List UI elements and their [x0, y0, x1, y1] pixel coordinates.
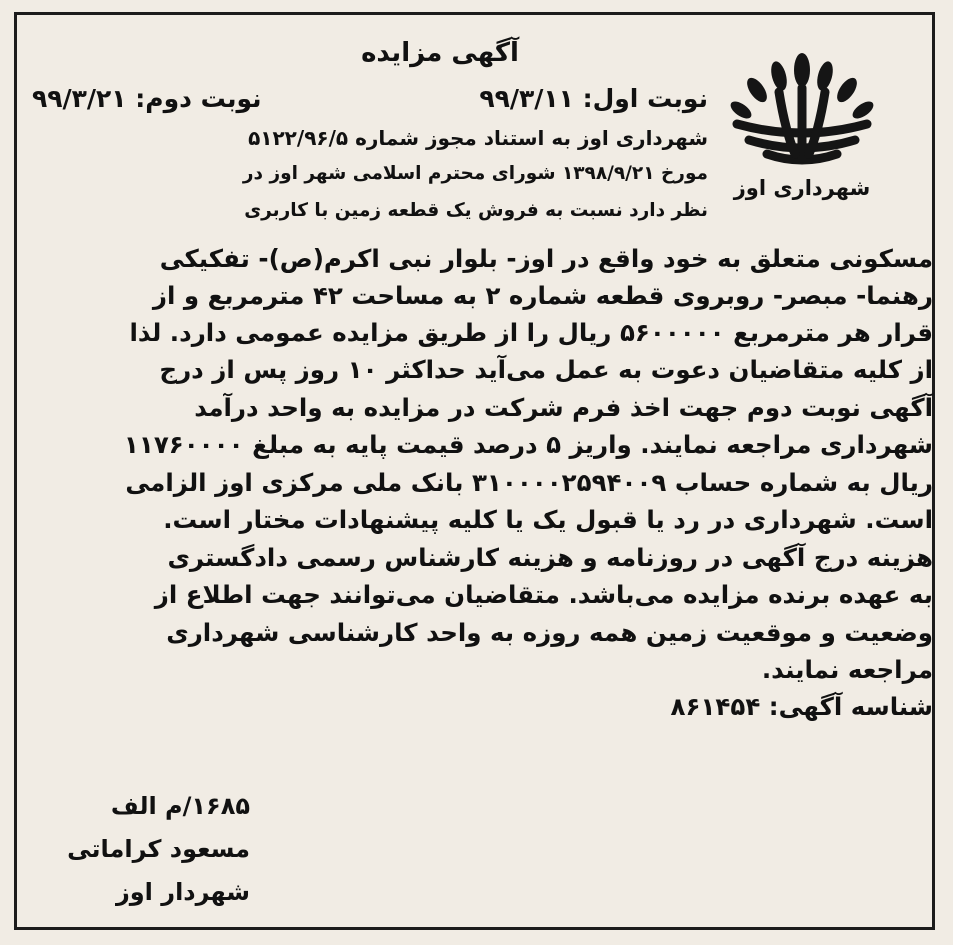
body-line: مراجعه نمایند. — [761, 655, 933, 684]
publication-turns — [32, 84, 708, 122]
second-turn-date: نوبت دوم: ۹۹/۳/۲۱ — [32, 84, 262, 113]
body-line: ریال به شماره حساب ۳۱۰۰۰۰۲۵۹۴۰۰۹ بانک ملی مرکزی اوز الزامی — [125, 468, 933, 497]
body-line: رهنما- مبصر- روبروی قطعه شماره ۲ به مساحت ۴۲ مترمربع و از — [152, 281, 933, 310]
signature-name: مسعود کراماتی — [67, 835, 250, 863]
signature-code: ۱۶۸۵/م الف — [110, 792, 250, 820]
first-turn-date: نوبت اول: ۹۹/۳/۱۱ — [479, 84, 708, 113]
body-line: وضعیت و موقعیت زمین همه روزه به واحد کارشناسی شهرداری — [166, 618, 933, 647]
signature-role: شهردار اوز — [115, 878, 250, 906]
body-line: به عهده برنده مزایده می‌باشد. متقاضیان می‌توانند جهت اطلاع از — [154, 580, 933, 609]
body-line: شهرداری اوز به استناد مجوز شماره ۵۱۲۲/۹۶/۵ — [248, 126, 708, 150]
body-line: از کلیه متقاضیان دعوت به عمل می‌آید حداکثر ۱۰ روز پس از درج — [159, 355, 933, 384]
logo-caption: شهرداری اوز — [733, 176, 871, 200]
body-line: هزینه درج آگهی در روزنامه و هزینه کارشناس رسمی دادگستری — [167, 543, 933, 572]
body-line: نظر دارد نسبت به فروش یک قطعه زمین با کاربری — [244, 200, 708, 221]
notice-id: شناسه آگهی: ۸۶۱۴۵۴ — [670, 692, 933, 721]
municipality-logo-icon — [727, 50, 877, 170]
body-line: آگهی نوبت دوم جهت اخذ فرم شرکت در مزایده به واحد درآمد — [194, 393, 933, 422]
body-line: مسکونی متعلق به خود واقع در اوز- بلوار نبی اکرم(ص)- تفکیکی — [159, 244, 933, 273]
body-line: است. شهرداری در رد یا قبول یک یا کلیه پیشنهادات مختار است. — [163, 505, 933, 534]
body-line: قرار هر مترمربع ۵۶۰۰۰۰۰ ریال را از طریق مزایده عمومی دارد. لذا — [129, 318, 933, 347]
notice-title: آگهی مزایده — [361, 38, 519, 68]
body-line: شهرداری مراجعه نمایند. واریز ۵ درصد قیمت پایه به مبلغ ۱۱۷۶۰۰۰۰ — [123, 430, 933, 459]
body-line: مورخ ۱۳۹۸/۹/۲۱ شورای محترم اسلامی شهر اوز در — [242, 163, 708, 184]
